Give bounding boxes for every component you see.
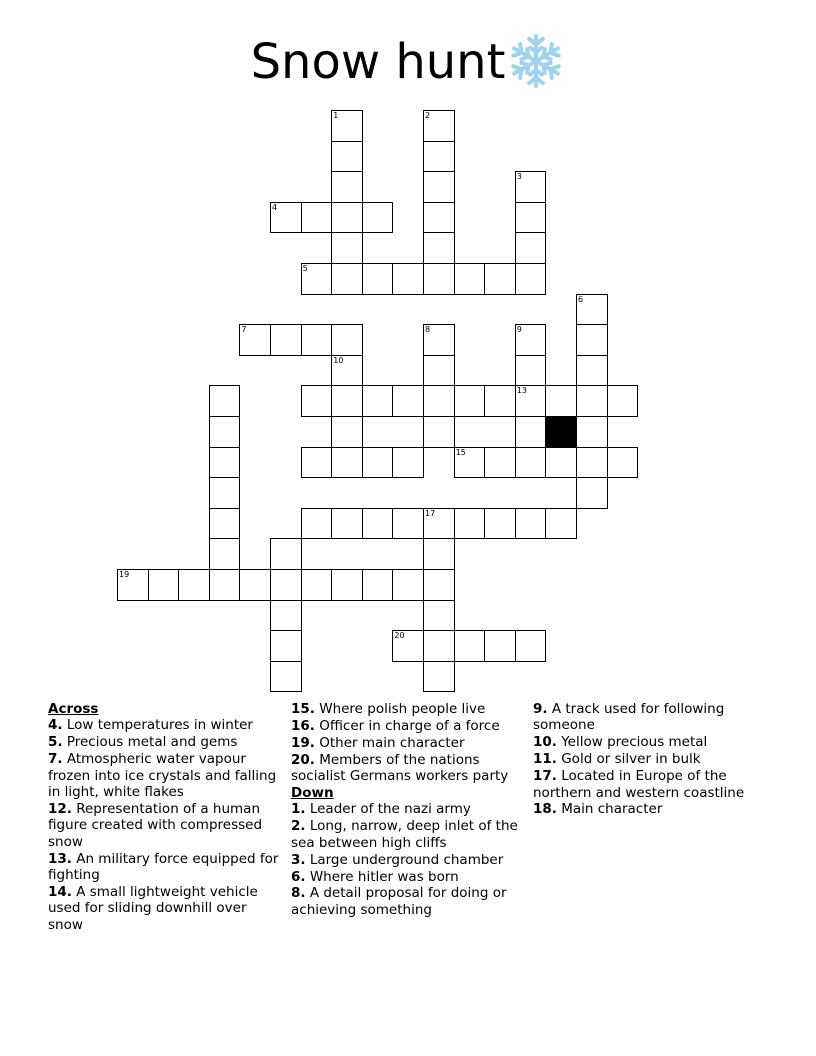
down-header: Down: [291, 785, 334, 802]
grid-cell[interactable]: [270, 661, 302, 693]
grid-cell[interactable]: [423, 538, 455, 570]
clue-number-label: 4.: [48, 717, 63, 734]
grid-cell[interactable]: [576, 294, 608, 326]
clue-number-label: 7.: [48, 751, 63, 768]
clue-item: [291, 735, 526, 751]
clue-item: [533, 734, 773, 750]
grid-cell[interactable]: [423, 324, 455, 356]
clue-number: 4: [272, 202, 278, 212]
grid-cell[interactable]: [331, 171, 363, 203]
grid-cell[interactable]: [209, 385, 241, 417]
clue-item: [291, 701, 526, 717]
across-header: Across: [48, 701, 99, 717]
grid-cell[interactable]: [515, 416, 547, 448]
grid-cell[interactable]: [576, 447, 608, 479]
grid-cell[interactable]: [331, 324, 363, 356]
grid-cell[interactable]: [270, 569, 302, 601]
clue-item: [533, 701, 773, 734]
grid-cell[interactable]: [454, 447, 486, 479]
clue-number: 7: [241, 325, 247, 335]
grid-cell[interactable]: [270, 202, 302, 234]
grid-cell[interactable]: [392, 263, 424, 295]
clue-text: A track used for following someone: [533, 701, 725, 734]
grid-cell[interactable]: [423, 569, 455, 601]
grid-cell[interactable]: [423, 171, 455, 203]
grid-cell[interactable]: [423, 416, 455, 448]
clue-text: Where hitler was born: [309, 868, 459, 885]
grid-cell[interactable]: [423, 630, 455, 662]
clue-item: [48, 851, 283, 884]
clue-number: 13: [516, 386, 527, 396]
clue-text: Gold or silver in bulk: [561, 751, 701, 768]
grid-cell[interactable]: [331, 508, 363, 540]
grid-cell[interactable]: [301, 385, 333, 417]
clue-text: Where polish people live: [319, 701, 486, 717]
clue-text: A small lightweight vehicle used for sliding downhill over snow: [48, 883, 258, 933]
grid-cell[interactable]: [576, 324, 608, 356]
grid-cell[interactable]: [270, 600, 302, 632]
grid-cell[interactable]: [148, 569, 180, 601]
grid-cell[interactable]: [117, 569, 149, 601]
grid-cell[interactable]: [362, 385, 394, 417]
clue-number-label: 11.: [533, 751, 557, 768]
grid-cell[interactable]: [331, 355, 363, 387]
grid-cell[interactable]: [454, 508, 486, 540]
clue-text: Members of the nations socialist Germans workers party: [291, 751, 509, 785]
grid-cell[interactable]: [423, 263, 455, 295]
clue-text: Long, narrow, deep inlet of the sea between high cliffs: [291, 818, 518, 851]
grid-cell[interactable]: [239, 324, 271, 356]
clue-number: 15: [455, 447, 466, 457]
grid-cell[interactable]: [362, 202, 394, 234]
grid-cell[interactable]: [301, 569, 333, 601]
grid-cell[interactable]: [423, 600, 455, 632]
clue-column-2: [291, 701, 526, 919]
clue-item: [291, 801, 526, 817]
clue-number-label: 17.: [533, 768, 557, 785]
grid-cell[interactable]: [392, 447, 424, 479]
title-text: Snow hunt: [250, 34, 506, 90]
clue-number-label: 19.: [291, 734, 315, 751]
grid-cell[interactable]: [423, 508, 455, 540]
clue-item: [48, 734, 283, 750]
clue-number: 9: [516, 325, 522, 335]
grid-cell[interactable]: [515, 355, 547, 387]
clue-number: 20: [394, 631, 405, 641]
clue-item: [291, 852, 526, 868]
clue-number-label: 3.: [291, 851, 306, 868]
clue-text: Yellow precious metal: [561, 734, 708, 751]
grid-cell[interactable]: [362, 508, 394, 540]
grid-cell[interactable]: [484, 508, 516, 540]
grid-cell[interactable]: [515, 324, 547, 356]
clue-text: Large underground chamber: [309, 851, 504, 868]
clue-item: [291, 885, 526, 918]
clue-number-label: 2.: [291, 818, 306, 835]
grid-cell[interactable]: [209, 416, 241, 448]
clue-number: 10: [333, 355, 344, 365]
grid-cell[interactable]: [423, 355, 455, 387]
grid-cell[interactable]: [270, 324, 302, 356]
clue-item: [533, 801, 773, 817]
grid-cell[interactable]: [301, 447, 333, 479]
grid-cell[interactable]: [607, 447, 639, 479]
grid-cell[interactable]: [270, 630, 302, 662]
clue-text: Leader of the nazi army: [309, 801, 471, 818]
grid-cell[interactable]: [392, 569, 424, 601]
grid-cell[interactable]: [454, 630, 486, 662]
grid-cell[interactable]: [545, 385, 577, 417]
grid-cell[interactable]: [423, 110, 455, 142]
grid-cell[interactable]: [484, 385, 516, 417]
grid-cell[interactable]: [484, 630, 516, 662]
grid-cell[interactable]: [545, 447, 577, 479]
clue-item: [291, 718, 526, 734]
clue-number-label: 6.: [291, 868, 306, 885]
grid-cell[interactable]: [545, 508, 577, 540]
clue-column-3: [533, 701, 773, 818]
grid-cell[interactable]: [515, 171, 547, 203]
grid-cell[interactable]: [607, 385, 639, 417]
clue-number-label: 9.: [533, 701, 548, 717]
clue-number-label: 8.: [291, 885, 306, 902]
grid-cell[interactable]: [178, 569, 210, 601]
clue-text: Other main character: [319, 734, 465, 751]
grid-cell[interactable]: [454, 385, 486, 417]
grid-cell[interactable]: [331, 447, 363, 479]
clue-number: 8: [425, 325, 431, 335]
clue-number-label: 14.: [48, 883, 72, 900]
clue-text: Main character: [561, 801, 663, 818]
grid-cell[interactable]: [576, 477, 608, 509]
clue-number-label: 18.: [533, 801, 557, 818]
clue-number: 2: [425, 111, 431, 120]
grid-cell[interactable]: [576, 385, 608, 417]
clue-item: [48, 717, 283, 733]
grid-cell[interactable]: [515, 263, 547, 295]
clue-number: 6: [578, 294, 584, 304]
clue-number-label: 1.: [291, 801, 306, 818]
clue-column-1: [48, 701, 283, 934]
clue-item: [291, 869, 526, 885]
grid-cell[interactable]: [515, 630, 547, 662]
grid-cell[interactable]: [301, 508, 333, 540]
grid-cell[interactable]: [239, 569, 271, 601]
grid-cell[interactable]: [209, 447, 241, 479]
grid-cell[interactable]: [423, 661, 455, 693]
clue-number: 5: [302, 264, 308, 273]
grid-cell[interactable]: [331, 141, 363, 173]
clue-item: [48, 884, 283, 933]
grid-cell[interactable]: [331, 416, 363, 448]
clue-number: 1: [333, 111, 339, 120]
clue-text: Representation of a human figure created with compressed snow: [48, 800, 263, 850]
grid-cell[interactable]: [392, 385, 424, 417]
clue-number-label: 15.: [291, 701, 315, 717]
grid-cell[interactable]: [209, 477, 241, 509]
grid-cell[interactable]: [576, 416, 608, 448]
grid-cell[interactable]: [392, 508, 424, 540]
grid-cell[interactable]: [576, 355, 608, 387]
clue-text: Located in Europe of the northern and western coastline: [533, 768, 745, 801]
grid-cell[interactable]: [331, 232, 363, 264]
grid-cell[interactable]: [331, 385, 363, 417]
grid-cell[interactable]: [515, 385, 547, 417]
clue-number-label: 10.: [533, 734, 557, 751]
black-cell: [545, 416, 577, 448]
clue-text: Atmospheric water vapour frozen into ice crystals and falling in light, white flakes: [48, 751, 277, 801]
clue-number: 19: [119, 570, 130, 579]
clue-item: [533, 751, 773, 767]
grid-cell[interactable]: [423, 141, 455, 173]
grid-cell[interactable]: [301, 202, 333, 234]
grid-cell[interactable]: [484, 263, 516, 295]
grid-cell[interactable]: [423, 202, 455, 234]
grid-cell[interactable]: [362, 447, 394, 479]
grid-cell[interactable]: [209, 569, 241, 601]
clue-number-label: 5.: [48, 734, 63, 751]
grid-cell[interactable]: [515, 508, 547, 540]
grid-cell[interactable]: [484, 447, 516, 479]
grid-cell[interactable]: [209, 508, 241, 540]
clue-text: Officer in charge of a force: [319, 717, 500, 734]
clue-number-label: 12.: [48, 800, 72, 817]
grid-cell[interactable]: [331, 202, 363, 234]
grid-cell[interactable]: [301, 263, 333, 295]
grid-cell[interactable]: [209, 538, 241, 570]
clue-number-label: 20.: [291, 751, 315, 768]
grid-cell[interactable]: [362, 569, 394, 601]
grid-cell[interactable]: [331, 110, 363, 142]
clue-text: Precious metal and gems: [66, 734, 238, 751]
grid-cell[interactable]: [515, 232, 547, 264]
clue-item: [291, 752, 526, 785]
grid-cell[interactable]: [423, 385, 455, 417]
clue-number-label: 16.: [291, 717, 315, 734]
clue-number: 3: [516, 172, 522, 182]
grid-cell[interactable]: [270, 538, 302, 570]
grid-cell[interactable]: [454, 263, 486, 295]
grid-cell[interactable]: [331, 569, 363, 601]
grid-cell[interactable]: [331, 263, 363, 295]
clue-item: [48, 801, 283, 850]
grid-cell[interactable]: [423, 232, 455, 264]
grid-cell[interactable]: [301, 324, 333, 356]
clue-number: 17: [425, 508, 436, 518]
clue-item: [533, 768, 773, 801]
clue-item: [48, 751, 283, 800]
grid-cell[interactable]: [392, 630, 424, 662]
clue-item: [291, 818, 526, 851]
clue-text: An military force equipped for fighting: [48, 850, 279, 884]
clue-number-label: 13.: [48, 850, 72, 867]
clue-text: A detail proposal for doing or achieving something: [291, 885, 507, 918]
clue-text: Low temperatures in winter: [66, 717, 253, 734]
grid-cell[interactable]: [515, 202, 547, 234]
grid-cell[interactable]: [515, 447, 547, 479]
grid-cell[interactable]: [362, 263, 394, 295]
